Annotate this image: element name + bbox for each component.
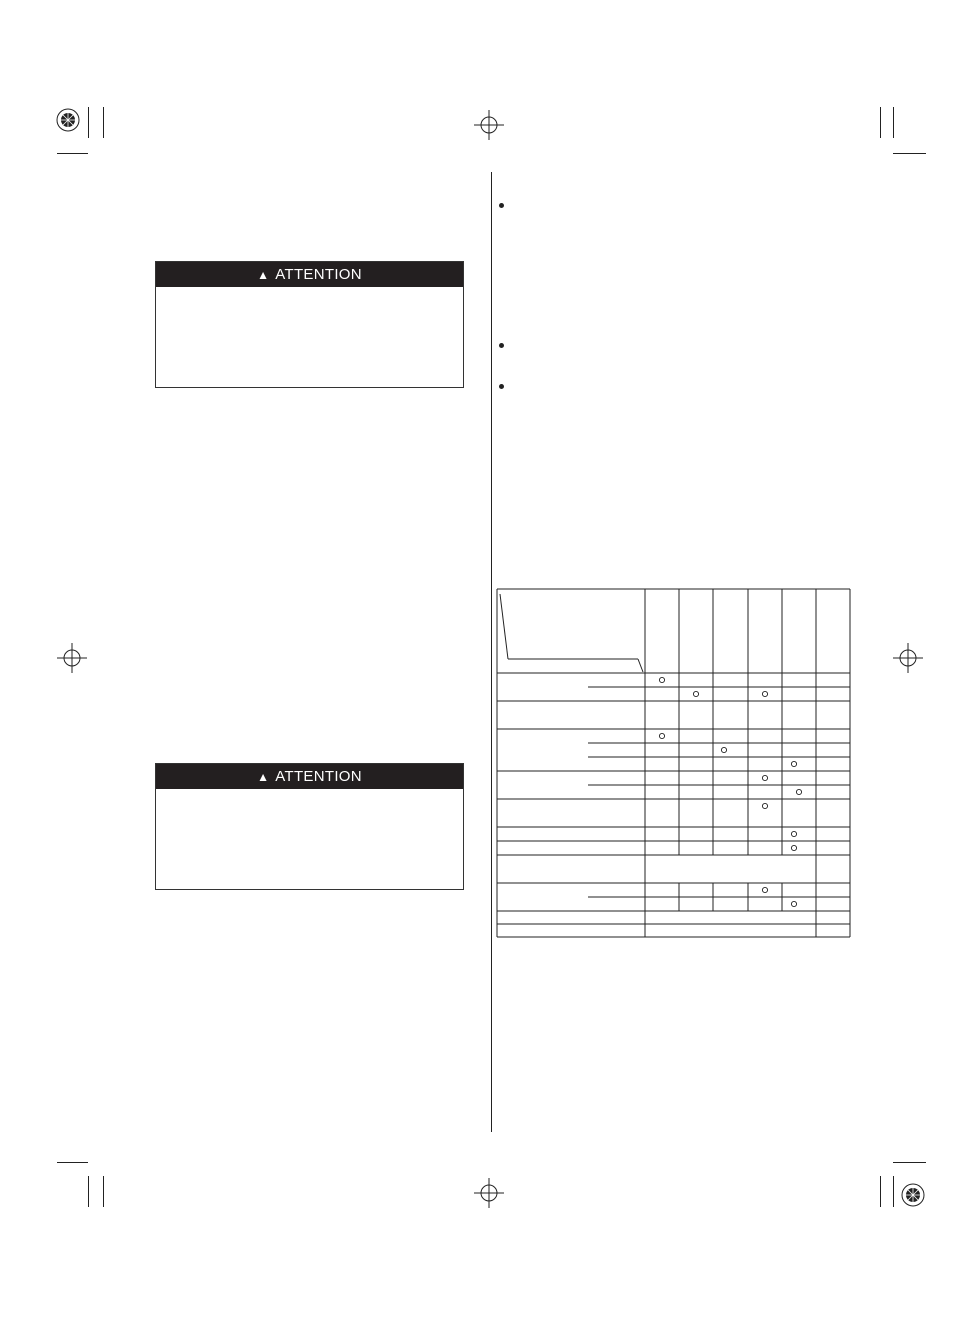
table-mark-circle: [791, 831, 796, 836]
table-mark-circle: [659, 733, 664, 738]
warning-triangle-icon: ▲: [257, 267, 270, 282]
table-mark-circle: [693, 691, 698, 696]
table-mark-circle: [659, 677, 664, 682]
attention-label: ATTENTION: [275, 768, 362, 785]
table-mark-circle: [762, 887, 767, 892]
table-mark-circle: [762, 803, 767, 808]
table-mark-circle: [721, 747, 726, 752]
table-mark-circle: [762, 775, 767, 780]
table-mark-circle: [762, 691, 767, 696]
table-mark-circle: [791, 761, 796, 766]
warning-triangle-icon: ▲: [257, 769, 270, 784]
table-mark-circle: [791, 845, 796, 850]
header-diagonal: [500, 594, 508, 659]
table-mark-circle: [796, 789, 801, 794]
table-mark-circle: [791, 901, 796, 906]
attention-label: ATTENTION: [275, 266, 362, 283]
header-diagonal: [638, 659, 643, 672]
